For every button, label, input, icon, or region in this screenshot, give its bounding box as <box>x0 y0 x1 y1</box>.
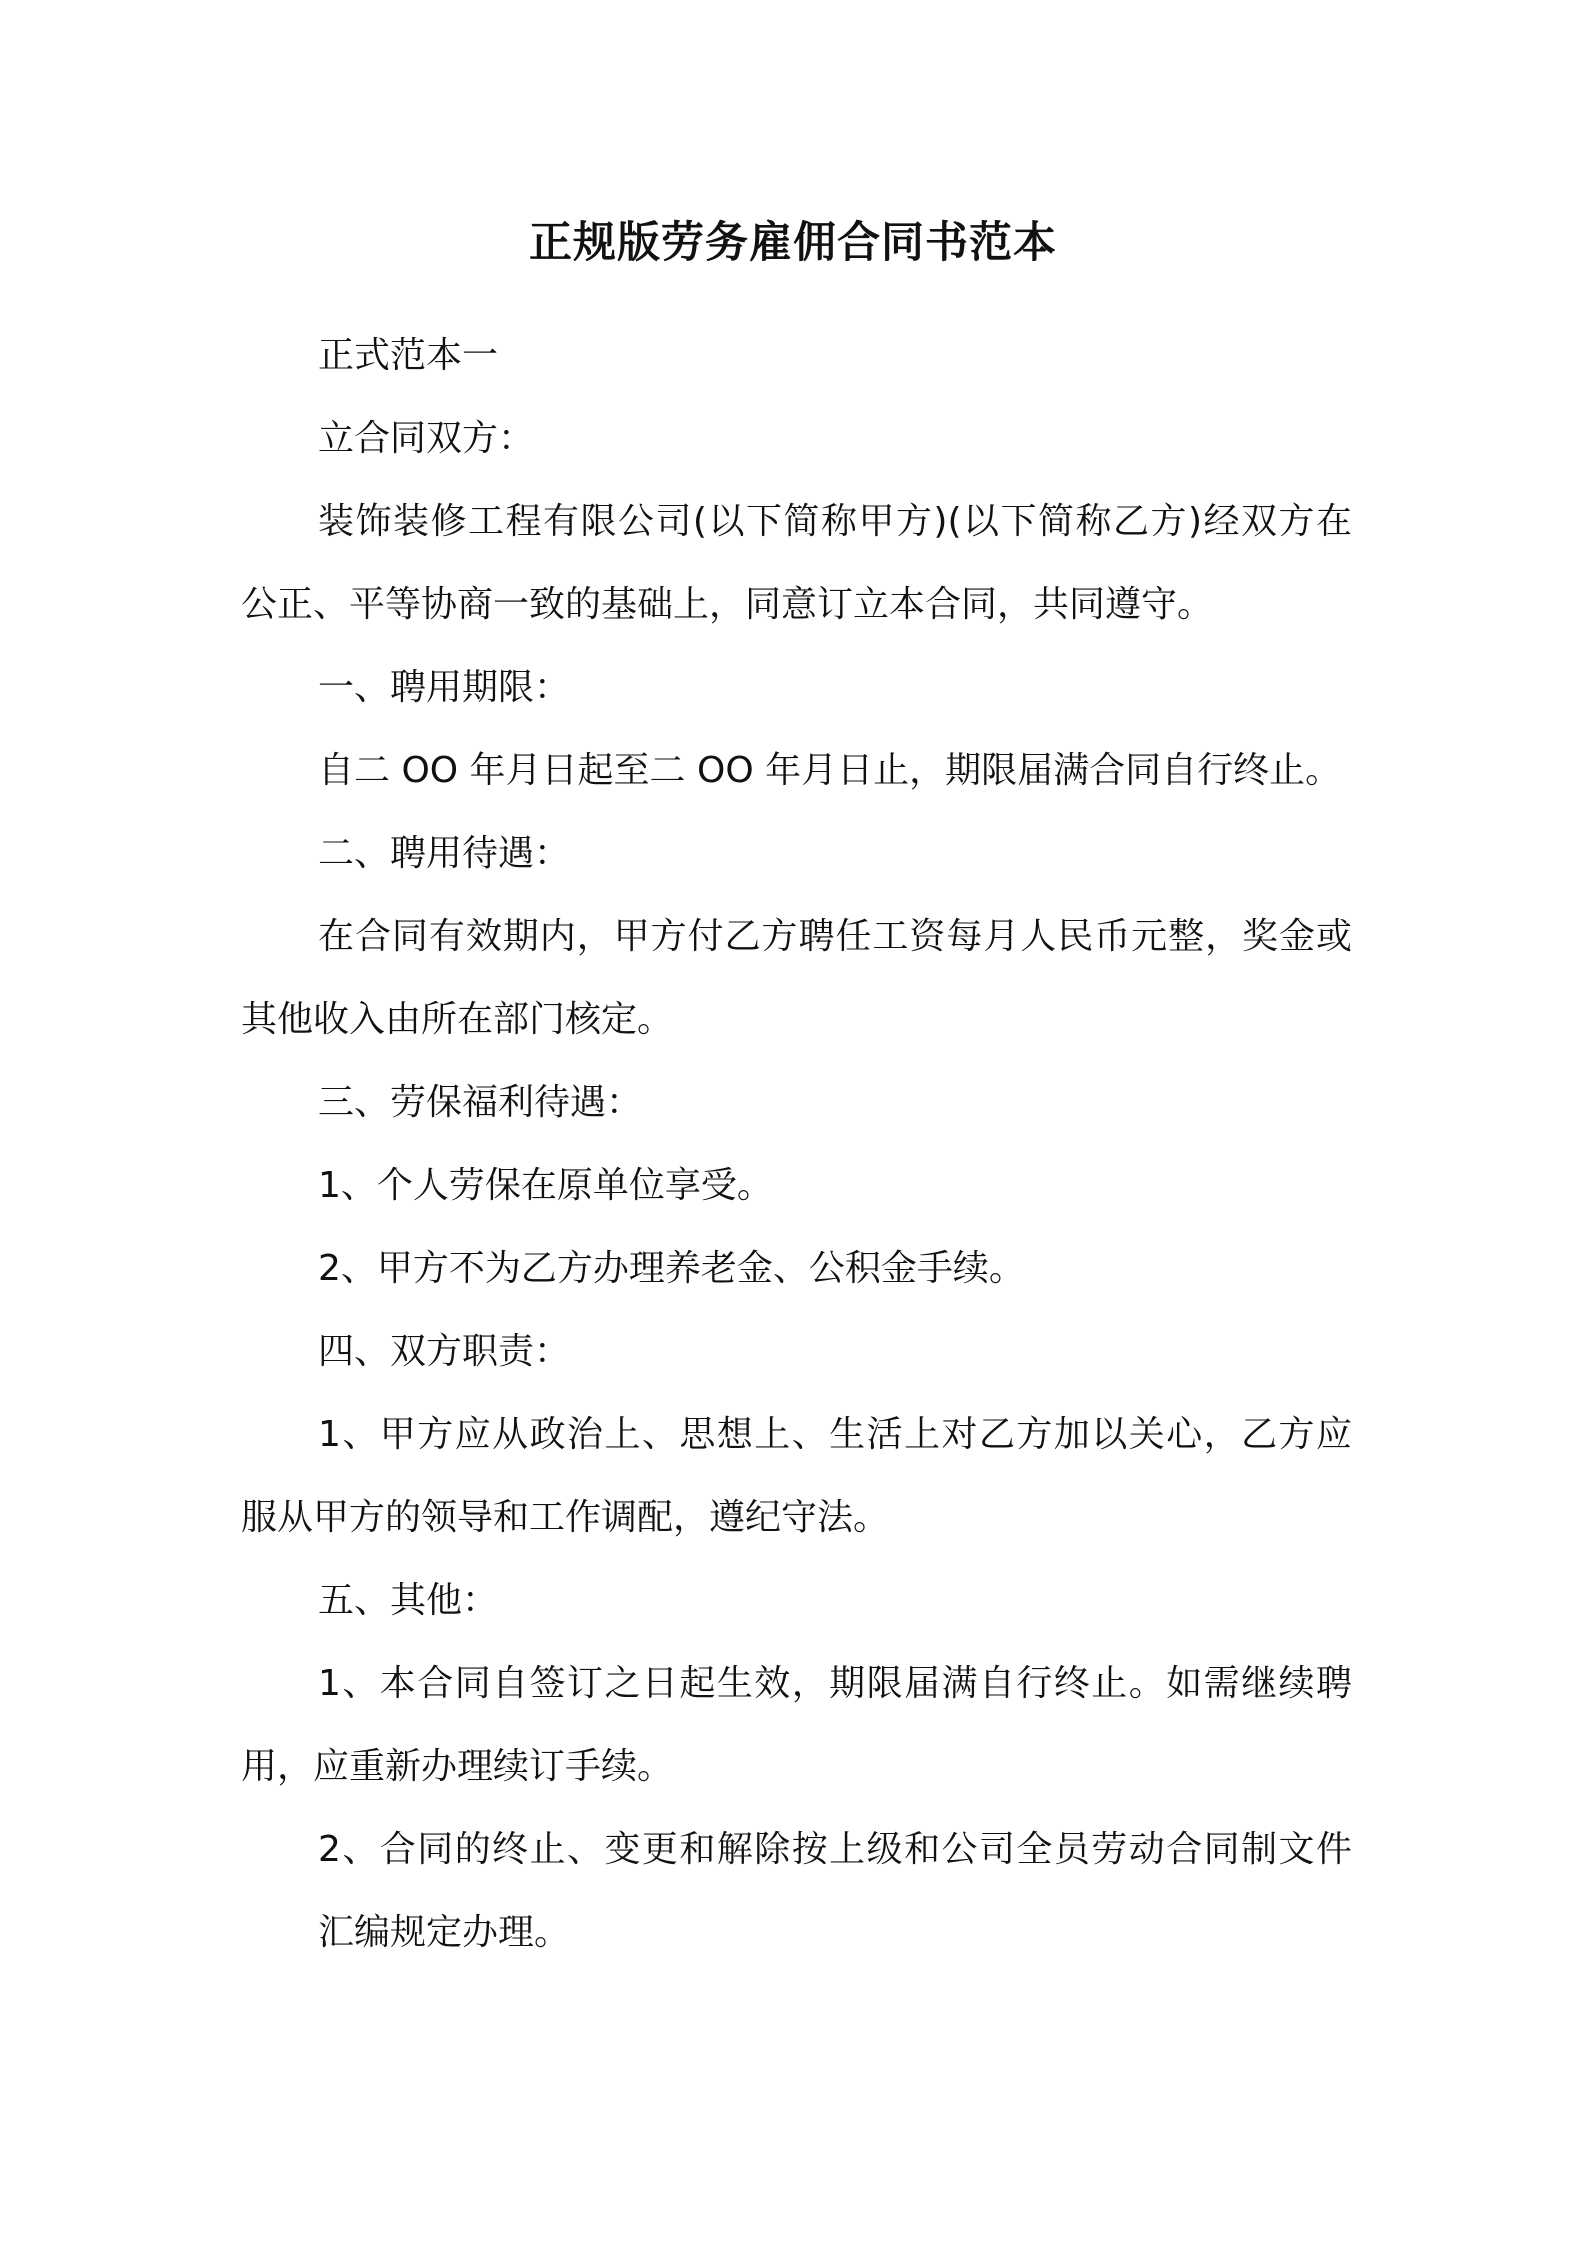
list-item: 1、个人劳保在原单位享受。 <box>318 1165 773 1206</box>
paragraph-line: 装饰装修工程有限公司(以下简称甲方)(以下简称乙方)经双方在 <box>318 501 1352 542</box>
section-heading-pay: 二、聘用待遇： <box>318 833 571 874</box>
paragraph-line: 公正、平等协商一致的基础上，同意订立本合同，共同遵守。 <box>241 584 1214 625</box>
section-heading-duties: 四、双方职责： <box>318 1331 571 1372</box>
list-item: 2、合同的终止、变更和解除按上级和公司全员劳动合同制文件 <box>318 1829 1352 1870</box>
paragraph-line: 汇编规定办理。 <box>318 1912 571 1953</box>
section-heading-term: 一、聘用期限： <box>318 667 571 708</box>
paragraph-line: 自二 OO 年月日起至二 OO 年月日止，期限届满合同自行终止。 <box>318 750 1342 791</box>
version-label: 正式范本一 <box>318 335 499 376</box>
section-heading-welfare: 三、劳保福利待遇： <box>318 1082 643 1123</box>
document-title: 正规版劳务雇佣合同书范本 <box>529 218 1057 268</box>
paragraph-line: 服从甲方的领导和工作调配，遵纪守法。 <box>241 1497 890 1538</box>
paragraph-line: 用，应重新办理续订手续。 <box>241 1746 674 1787</box>
list-item: 2、甲方不为乙方办理养老金、公积金手续。 <box>318 1248 1025 1289</box>
section-heading-other: 五、其他： <box>318 1580 499 1621</box>
list-item: 1、本合同自签订之日起生效，期限届满自行终止。如需继续聘 <box>318 1663 1352 1704</box>
parties-heading: 立合同双方： <box>318 418 535 459</box>
list-item: 1、甲方应从政治上、思想上、生活上对乙方加以关心，乙方应 <box>318 1414 1352 1455</box>
paragraph-line: 其他收入由所在部门核定。 <box>241 999 674 1040</box>
paragraph-line: 在合同有效期内，甲方付乙方聘任工资每月人民币元整，奖金或 <box>318 916 1352 957</box>
